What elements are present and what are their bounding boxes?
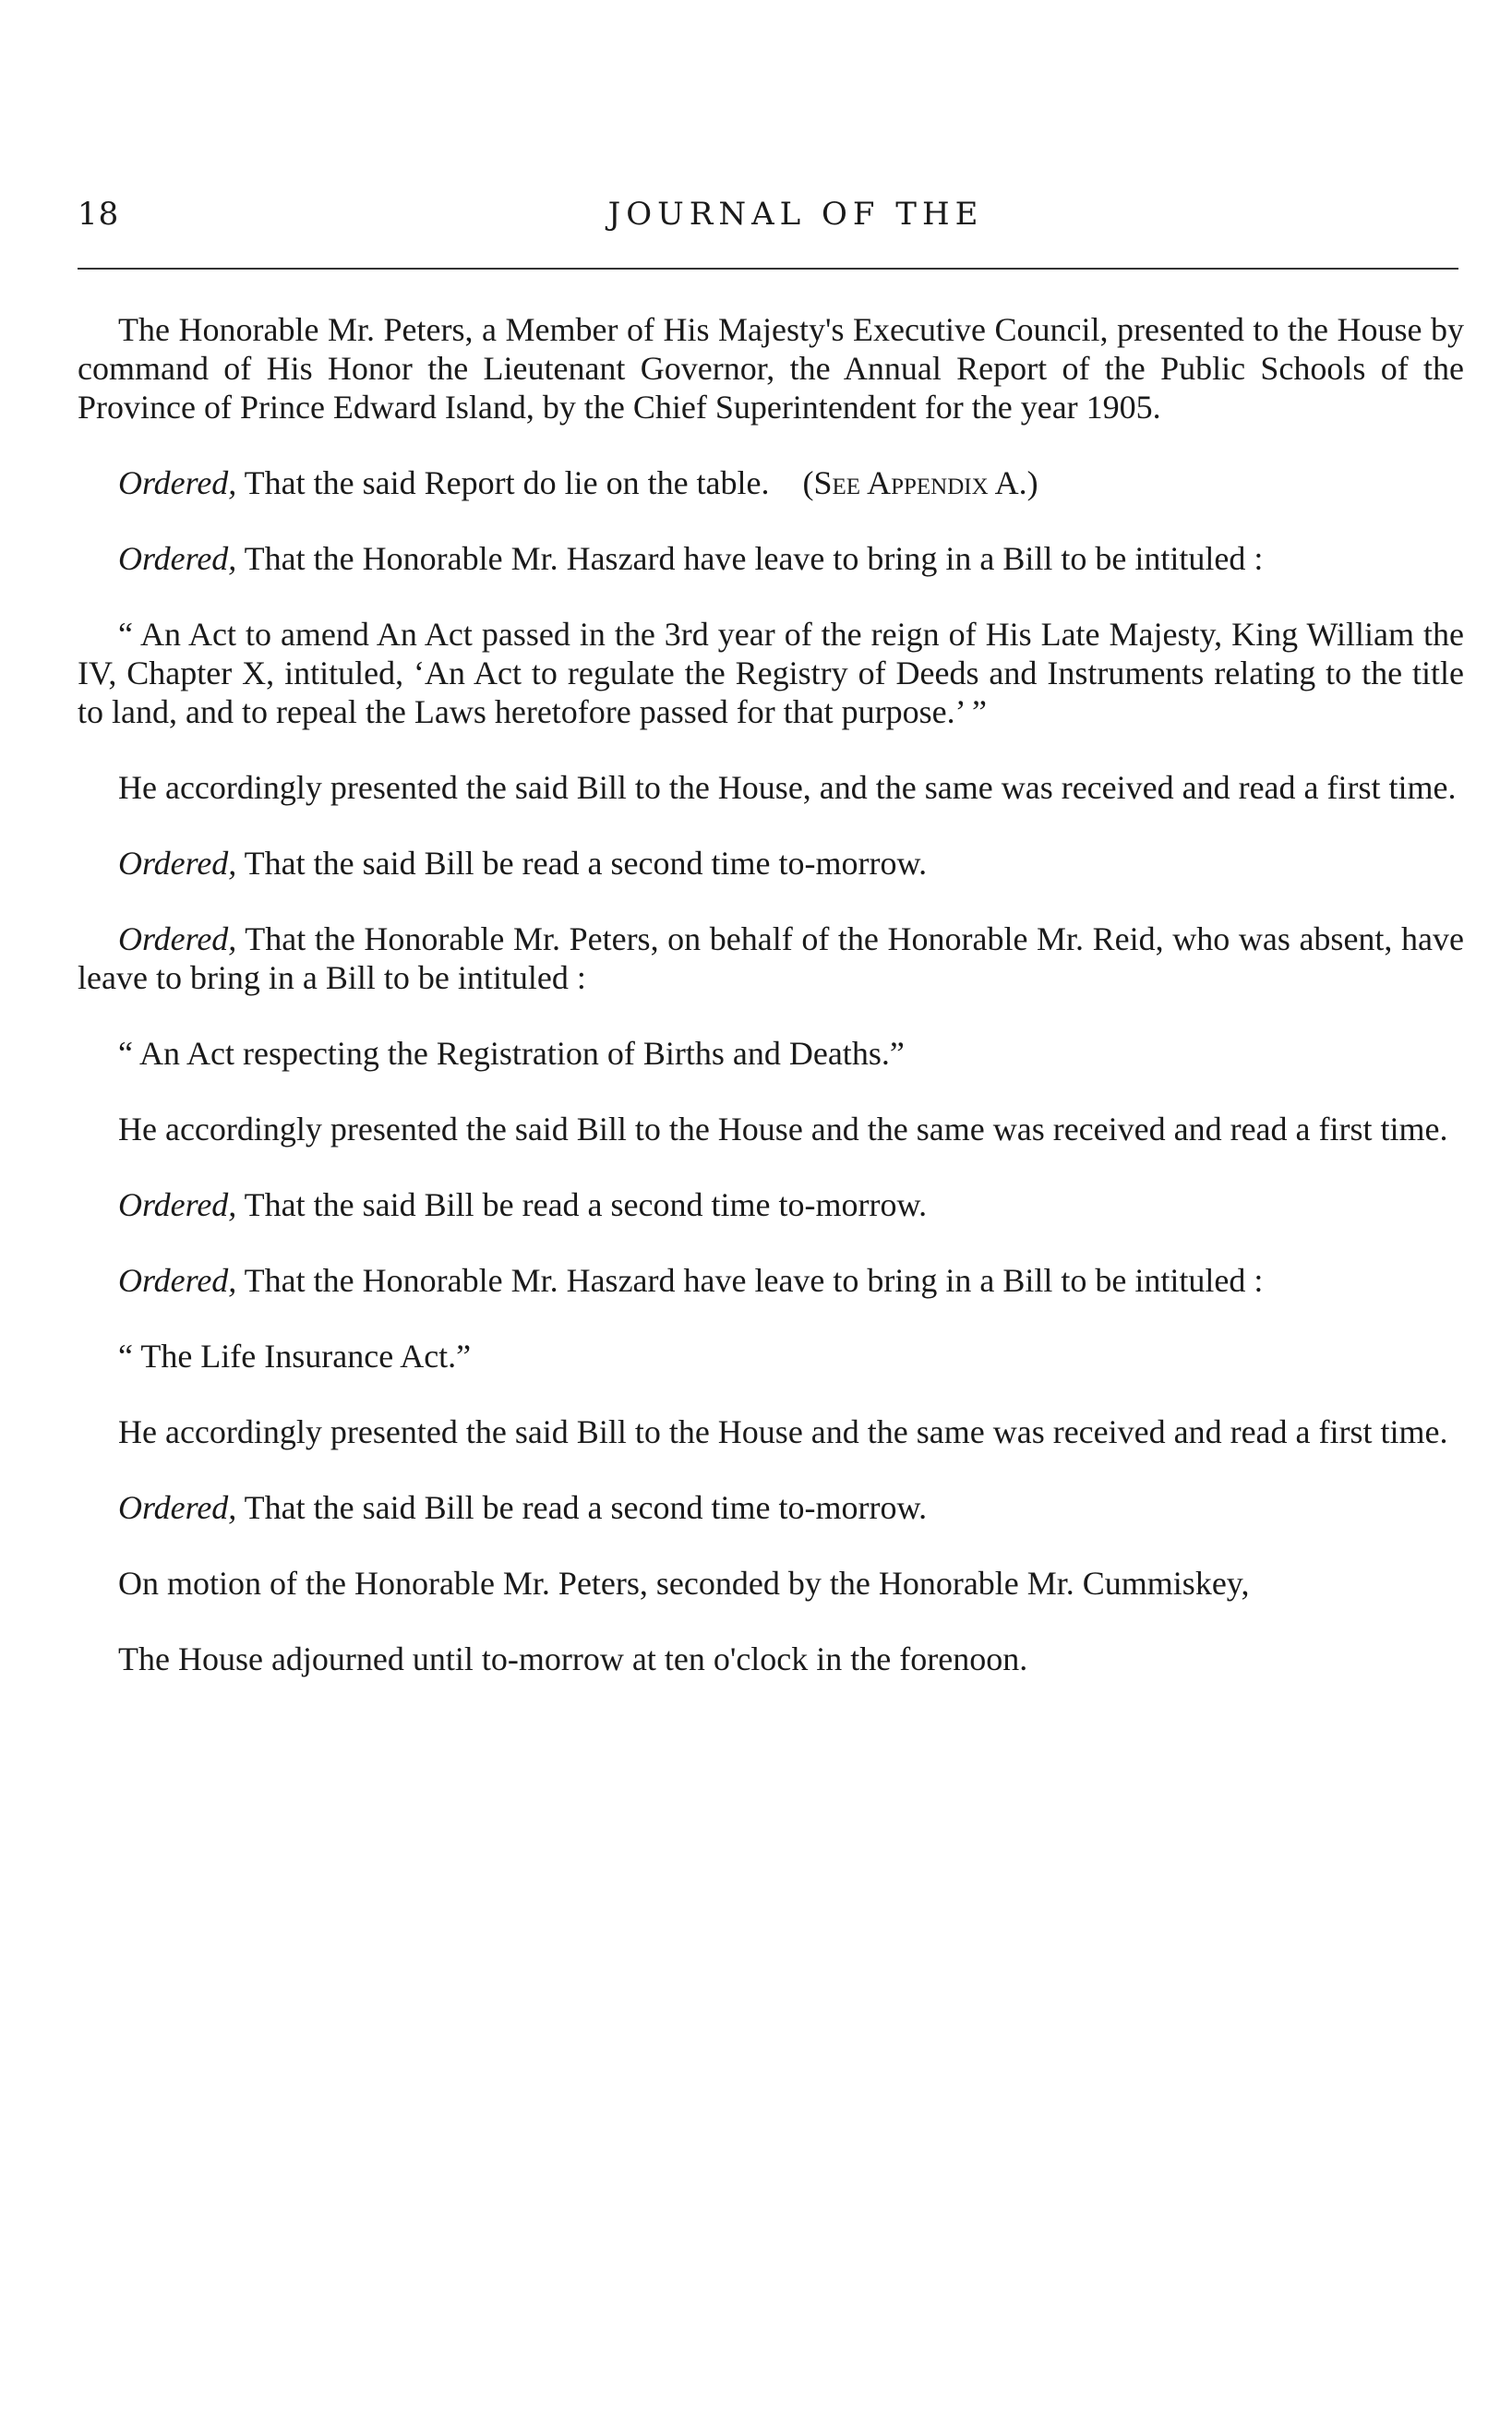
paragraph-bill-presented	[78, 768, 1464, 807]
paragraph-text: The House adjourned until to-morrow at ten o'clock in the forenoon.	[118, 1640, 1028, 1677]
paragraph-text: That the Honorable Mr. Peters, on behalf of the Honorable Mr. Reid, who was absent, have leave to bring in a Bill to be intituled :	[78, 920, 1464, 996]
paragraph-bill-presented	[78, 1110, 1464, 1148]
paragraph-text: “ An Act to amend An Act passed in the 3rd year of the reign of His Late Majesty, King William the IV, Chapter X, intituled, ‘An Act to regulate the Registry of Deeds and Instruments relating to the title to land, and to repeal the Laws heretofore passed for that purpose.’ ”	[78, 616, 1464, 730]
paragraph-leave-peters	[78, 919, 1464, 997]
paragraph-text: On motion of the Honorable Mr. Peters, seconded by the Honorable Mr. Cummiskey,	[118, 1565, 1250, 1602]
paragraph-lead: Ordered,	[118, 1186, 237, 1223]
page-number: 18	[78, 196, 120, 233]
paragraph-lead: Ordered,	[118, 540, 237, 577]
paragraph-text: That the said Bill be read a second time to-morrow.	[244, 845, 928, 882]
paragraph-lead: Ordered,	[118, 464, 237, 501]
paragraph-text: He accordingly presented the said Bill to the House, and the same was received and read a first time.	[118, 769, 1457, 806]
paragraph-text: The Honorable Mr. Peters, a Member of His Majesty's Executive Council, presented to the House by command of His Honor the Lieutenant Governor, the Annual Report of the Public Schools of the Province of Prince Edward Island, by the Chief Superintendent for the year 1905.	[78, 311, 1464, 426]
paragraph-second-reading	[78, 1488, 1464, 1527]
running-title: JOURNAL OF THE	[607, 196, 984, 233]
paragraph-lead: Ordered,	[118, 1262, 237, 1299]
paragraph-text: That the said Bill be read a second time to-morrow.	[244, 1489, 928, 1526]
paragraph-lead: Ordered,	[118, 1489, 237, 1526]
paragraph-bill-presented	[78, 1412, 1464, 1451]
paragraph-text: That the said Report do lie on the table.	[244, 464, 770, 501]
paragraph-motion	[78, 1564, 1464, 1603]
paragraph-second-reading	[78, 1185, 1464, 1224]
page-header	[78, 196, 1458, 251]
paragraph-text: That the said Bill be read a second time to-morrow.	[244, 1186, 928, 1223]
paragraph-bill-title-registry	[78, 615, 1464, 731]
paragraph-leave-haszard	[78, 539, 1464, 578]
paragraph-leave-haszard	[78, 1261, 1464, 1300]
paragraph-text: “ An Act respecting the Registration of Births and Deaths.”	[118, 1035, 905, 1072]
paragraph-second-reading	[78, 844, 1464, 883]
paragraph-lead: Ordered,	[118, 920, 237, 957]
header-rule	[78, 268, 1458, 270]
journal-body	[78, 310, 1464, 1715]
paragraph-bill-title-births	[78, 1034, 1464, 1073]
paragraph-text: That the Honorable Mr. Haszard have leave to bring in a Bill to be intituled :	[244, 1262, 1264, 1299]
paragraph-report-ordered	[78, 463, 1464, 502]
paragraph-bill-title-insurance	[78, 1337, 1464, 1376]
paragraph-adjournment	[78, 1640, 1464, 1678]
paragraph-report-presented	[78, 310, 1464, 427]
appendix-reference: (See Appendix A.)	[802, 464, 1038, 501]
paragraph-lead: Ordered,	[118, 845, 237, 882]
paragraph-text: “ The Life Insurance Act.”	[118, 1338, 472, 1375]
paragraph-text: He accordingly presented the said Bill to the House and the same was received and read a first time.	[118, 1413, 1448, 1450]
paragraph-text: He accordingly presented the said Bill to the House and the same was received and read a first time.	[118, 1111, 1448, 1147]
paragraph-text: That the Honorable Mr. Haszard have leave to bring in a Bill to be intituled :	[244, 540, 1264, 577]
